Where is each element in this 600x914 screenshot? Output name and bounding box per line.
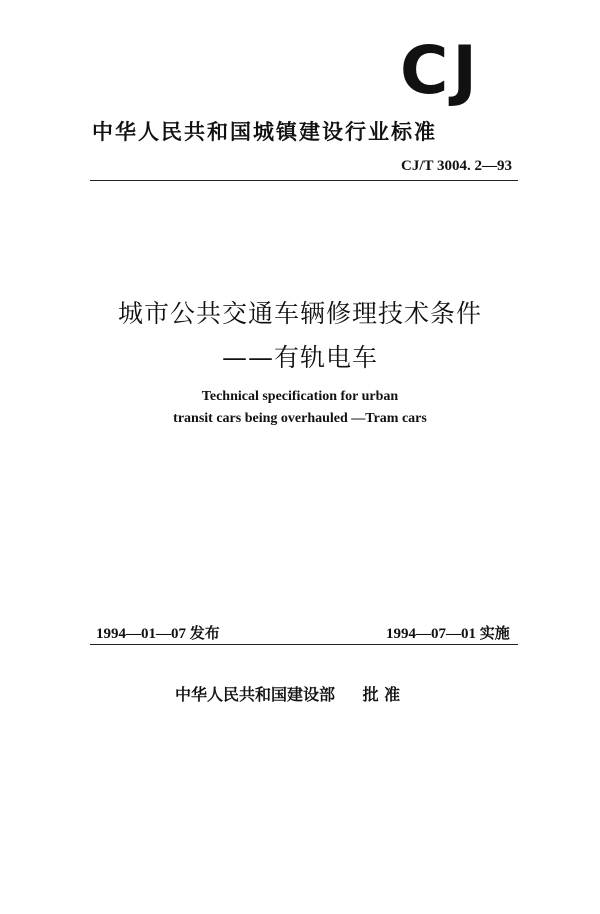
- title-english-line1: Technical specification for urban: [201, 389, 399, 404]
- title-english-line2: transit cars being overhauled —Tram cars: [173, 411, 427, 426]
- approving-body-name: 中华人民共和国建设部: [175, 685, 336, 704]
- footer-divider: [90, 644, 518, 645]
- standard-logo: CJ: [400, 32, 481, 109]
- issuing-authority: 中华人民共和国城镇建设行业标准: [92, 120, 437, 144]
- effective-date: 1994—07—01 实施: [386, 626, 510, 642]
- header-divider: [90, 180, 518, 181]
- approving-body: [175, 682, 400, 705]
- title-chinese-line2: ——有轨电车: [221, 343, 378, 372]
- standard-code: CJ/T 3004. 2—93: [401, 158, 512, 174]
- title-chinese-line1: 城市公共交通车辆修理技术条件: [117, 299, 482, 328]
- approval-label: 批 准: [362, 685, 401, 704]
- issue-date: 1994—01—07 发布: [96, 626, 220, 642]
